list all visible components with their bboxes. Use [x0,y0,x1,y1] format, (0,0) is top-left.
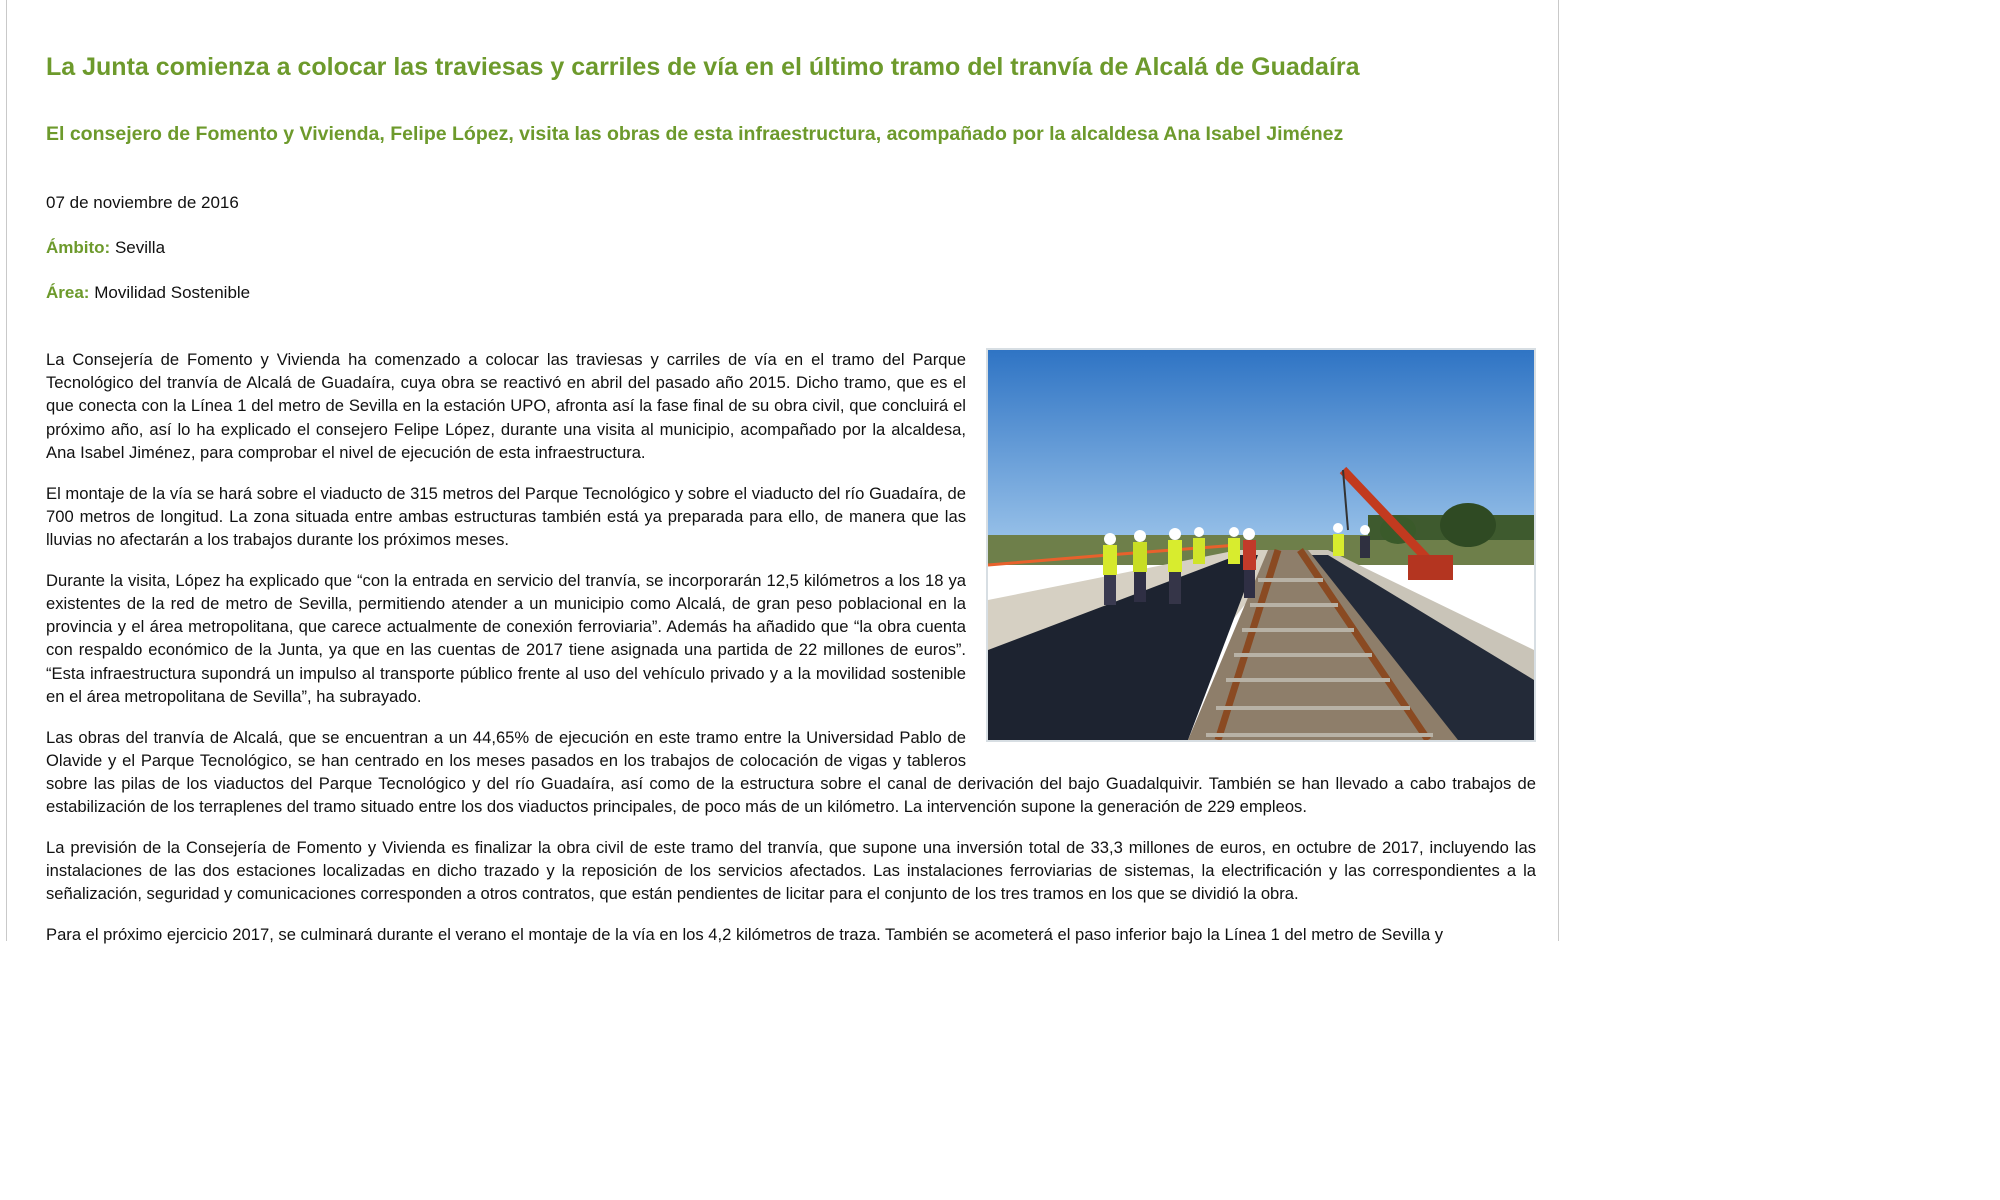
worker [1168,540,1182,572]
worker [1228,538,1240,564]
worker-legs [1169,572,1181,604]
ambito-label: Ámbito: [46,238,111,257]
worker [1360,536,1370,558]
paragraph: El montaje de la vía se hará sobre el viaducto de 315 metros del Parque Tecnológico y sobre el viaducto del río Guadaíra, de 700 metros de longitud. La zona situada entre ambas estructuras también está ya preparada para ello, de manera que las lluvias no afectarán a los trabajos durante los próximos meses. [46,483,966,550]
worker [1193,538,1205,564]
article-body [46,348,1536,964]
worker [1333,534,1344,556]
page-frame [6,0,1559,945]
paragraph: Para el próximo ejercicio 2017, se culminará durante el verano el montaje de la vía en los 4,2 kilómetros de traza. También se acometerá el paso inferior bajo la Línea 1 del metro de Sevilla y [46,925,1444,945]
article-date: 07 de noviembre de 2016 [46,193,239,212]
worker-helmet [1360,525,1370,535]
paragraph: La Consejería de Fomento y Vivienda ha comenzado a colocar las traviesas y carriles de vía en el tramo del Parque Tecnológico del tranvía de Alcalá de Guadaíra, cuya obra se reactivó en abril del pasado año 2015. Dicho tramo, que es el que conecta con la Línea 1 del metro de Sevilla en la estación UPO, afronta así la fase final de su obra civil, que concluirá el próximo año, así lo ha explicado el consejero Felipe López, durante una visita al municipio, acompañado por la alcaldesa, Ana Isabel Jiménez, para comprobar el nivel de ejecución de esta infraestructura. [46,350,966,462]
worker-helmet [1104,533,1116,545]
worker-helmet [1169,528,1181,540]
worker-legs [1134,572,1146,602]
area-value[interactable]: Movilidad Sostenible [94,283,251,302]
worker-helmet [1134,530,1146,542]
tree [1440,503,1496,547]
paragraph: La previsión de la Consejería de Fomento y Vivienda es finalizar la obra civil de este tramo del tranvía, que supone una inversión total de 33,3 millones de euros, en octubre de 2017, incluyendo las instalaciones de las dos estaciones localizadas en dicho trazado y la reposición de los servicios afectados. Las instalaciones ferroviarias de sistemas, la electrificación y las correspondientes a la señalización, seguridad y comunicaciones corresponden a otros contratos, que están pendientes de licitar para el conjunto de los tres tramos en los que se dividió la obra. [46,838,1536,904]
worker-helmet [1243,528,1255,540]
worker-legs [1244,570,1255,598]
meta-area [46,282,250,304]
worker [1243,540,1256,570]
paragraph: Durante la visita, López ha explicado que “con la entrada en servicio del tranvía, se incorporarán 12,5 kilómetros a los 18 ya existentes de la red de metro de Sevilla, permitiendo atender a un municipio como Alcalá, de gran peso poblacional en la provincia y el área metropolitana, que carece actualmente de conexión ferroviaria”. Además ha añadido que “la obra cuenta con respaldo económico de la Junta, ya que en las cuentas de 2017 tiene asignada una partida de 22 millones de euros”. “Esta infraestructura supondrá un impulso al transporte público frente al uso del vehículo privado y a la movilidad sostenible en el área metropolitana de Sevilla”, ha subrayado. [46,570,966,706]
construction-photo-icon[interactable] [986,348,1536,742]
worker [1103,545,1117,575]
worker-helmet [1194,527,1204,537]
worker-helmet [1229,527,1239,537]
ambito-value[interactable]: Sevilla [114,238,166,257]
crane-base [1408,555,1453,580]
paragraph: Las obras del tranvía de Alcalá, que se encuentran a un 44,65% de ejecución en este tramo entre la Universidad Pablo de Olavide y el Parque Tecnológico, se han centrado en los meses pasados en los trabajos de colocación de vigas y tableros sobre las pilas de los viaductos del Parque Tecnológico y del río Guadaíra, así como de la estructura sobre el canal de derivación del bajo Guadalquivir. También se han llevado a cabo trabajos de estabilización de los terraplenes del tramo situado entre los dos viaductos principales, de poco más de un kilómetro. La intervención supone la generación de 229 empleos. [46,727,1536,817]
article-subtitle: El consejero de Fomento y Vivienda, Felipe López, visita las obras de esta infraestructura, acompañado por la alcaldesa Ana Isabel Jiménez [46,123,1344,145]
worker-legs [1104,575,1116,605]
article-title: La Junta comienza a colocar las traviesas y carriles de vía en el último tramo del tranvía de Alcalá de Guadaíra [46,53,1360,81]
worker-helmet [1333,523,1343,533]
area-label: Área: [46,283,90,302]
meta-ambito [46,237,165,259]
worker [1133,542,1147,572]
